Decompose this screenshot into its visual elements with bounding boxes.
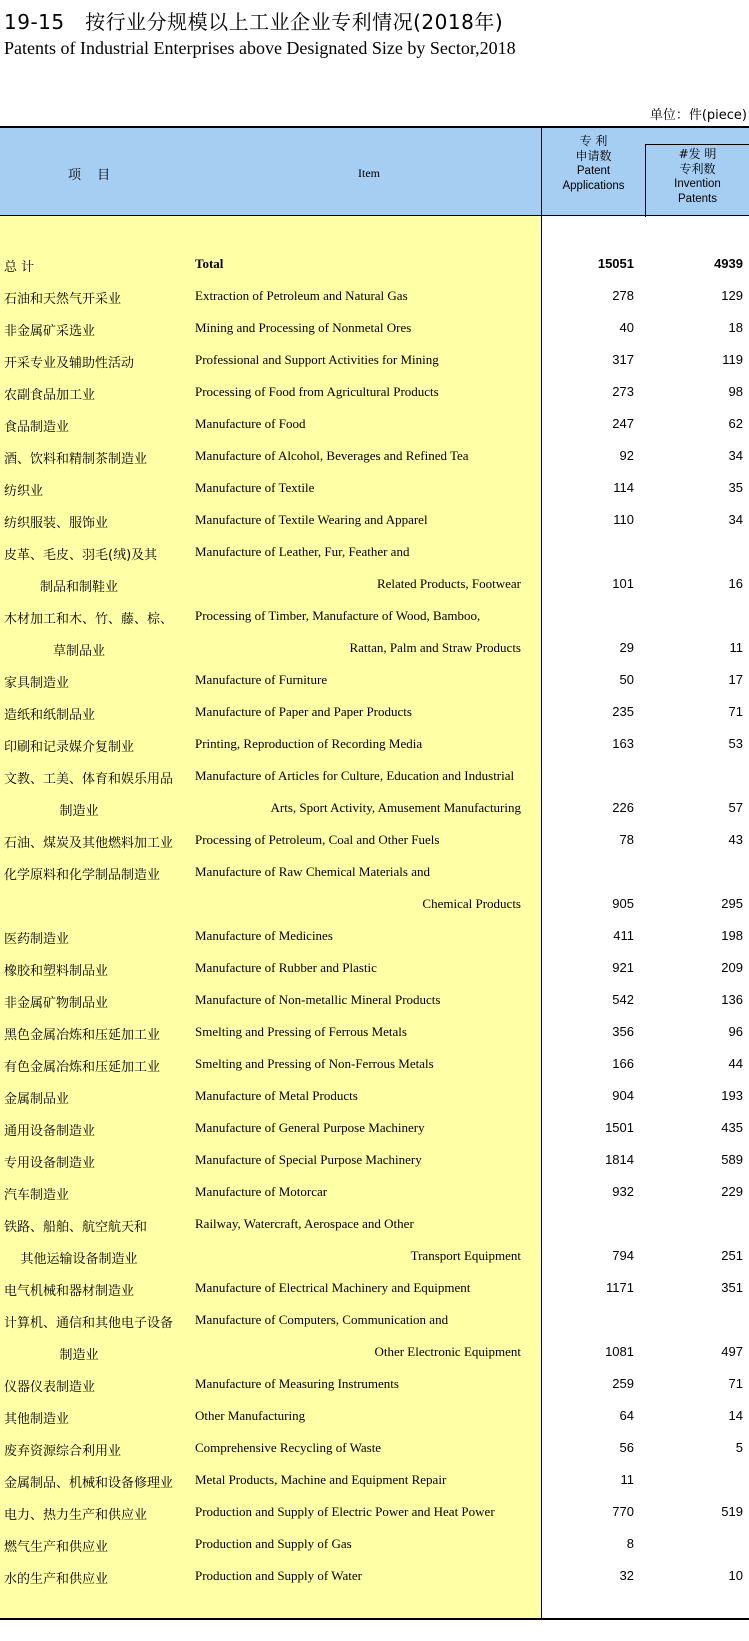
row-invention-patents: 14 (728, 1408, 743, 1423)
row-patent-applications: 15051 (597, 256, 634, 271)
row-sector-en: Smelting and Pressing of Non-Ferrous Metals (195, 1056, 434, 1071)
row-sector-cn-cont: 其他运输设备制造业 (20, 1252, 138, 1267)
table-row (0, 1184, 749, 1216)
row-patent-applications: 542 (612, 992, 634, 1007)
header-col2-cn2: 专利数 (679, 162, 716, 176)
header-col1-en1: Patent (576, 165, 611, 177)
row-sector-en: Other Manufacturing (195, 1408, 306, 1423)
row-sector-cn: 金属制品业 (4, 1092, 70, 1107)
row-sector-en: Production and Supply of Water (195, 1568, 362, 1583)
row-sector-cn: 农副食品加工业 (4, 388, 96, 403)
row-sector-cn: 有色金属冶炼和压延加工业 (4, 1060, 161, 1075)
row-patent-applications: 356 (612, 1024, 634, 1039)
total-row (0, 256, 749, 288)
row-sector-cn: 水的生产和供应业 (4, 1572, 109, 1587)
row-sector-en: Manufacture of Rubber and Plastic (195, 960, 377, 975)
table-row (0, 1280, 749, 1312)
row-sector-en: Processing of Timber, Manufacture of Wood, Bamboo, (195, 608, 481, 623)
table-row (0, 864, 749, 928)
row-patent-applications: 411 (613, 928, 634, 943)
row-patent-applications: 273 (612, 384, 634, 399)
row-patent-applications: 905 (612, 896, 634, 911)
row-sector-en: Manufacture of Leather, Fur, Feather and (195, 544, 410, 559)
row-sector-cn: 非金属矿采选业 (4, 324, 96, 339)
table-row (0, 1376, 749, 1408)
row-sector-en: Extraction of Petroleum and Natural Gas (195, 288, 408, 303)
row-patent-applications: 78 (619, 832, 634, 847)
table-row (0, 320, 749, 352)
row-sector-cn: 铁路、船舶、航空航天和 (4, 1220, 148, 1235)
row-sector-cn: 文教、工美、体育和娱乐用品 (4, 772, 174, 787)
table-row (0, 416, 749, 448)
row-patent-applications: 235 (612, 704, 634, 719)
row-sector-en-cont: Other Electronic Equipment (374, 1344, 521, 1359)
row-sector-cn: 汽车制造业 (4, 1188, 70, 1203)
row-patent-applications: 32 (619, 1568, 634, 1583)
table-row (0, 384, 749, 416)
row-invention-patents: 229 (721, 1184, 743, 1199)
row-sector-en-cont: Arts, Sport Activity, Amusement Manufacturing (270, 800, 521, 815)
row-sector-cn: 化学原料和化学制品制造业 (4, 868, 161, 883)
row-sector-cn: 木材加工和木、竹、藤、棕、 (4, 612, 174, 627)
row-invention-patents: 98 (728, 384, 743, 399)
table-row (0, 1408, 749, 1440)
row-invention-patents: 10 (728, 1568, 743, 1583)
table-row (0, 1120, 749, 1152)
row-sector-cn: 食品制造业 (4, 420, 70, 435)
row-patent-applications: 1081 (605, 1344, 634, 1359)
row-sector-cn: 电气机械和器材制造业 (4, 1284, 135, 1299)
table-row (0, 1088, 749, 1120)
header-col1-en2: Applications (562, 180, 625, 192)
row-sector-cn: 造纸和纸制品业 (4, 708, 96, 723)
row-invention-patents: 4939 (714, 256, 743, 271)
header-patent-applications (542, 134, 645, 194)
table-row (0, 928, 749, 960)
row-sector-cn: 非金属矿物制品业 (4, 996, 109, 1011)
row-sector-en: Smelting and Pressing of Ferrous Metals (195, 1024, 407, 1039)
row-invention-patents: 44 (728, 1056, 743, 1071)
row-sector-cn: 石油和天然气开采业 (4, 292, 122, 307)
row-invention-patents: 34 (728, 448, 743, 463)
row-patent-applications: 92 (619, 448, 634, 463)
row-sector-en: Processing of Petroleum, Coal and Other Fuels (195, 832, 440, 847)
row-patent-applications: 770 (612, 1504, 634, 1519)
row-patent-applications: 1501 (605, 1120, 634, 1135)
row-sector-en: Manufacture of Metal Products (195, 1088, 358, 1103)
row-invention-patents: 351 (721, 1280, 743, 1295)
header-col1-cn2: 申请数 (575, 149, 612, 163)
row-sector-cn-cont: 草制品业 (52, 644, 105, 659)
row-sector-cn: 电力、热力生产和供应业 (4, 1508, 148, 1523)
row-sector-cn: 总 计 (4, 260, 35, 275)
table-header (0, 126, 749, 216)
row-invention-patents: 35 (728, 480, 743, 495)
header-invention-patents-box (645, 144, 749, 217)
row-patent-applications: 64 (619, 1408, 634, 1423)
header-col2-en1: Invention (674, 178, 721, 190)
table-row (0, 1216, 749, 1280)
row-sector-cn: 医药制造业 (4, 932, 70, 947)
row-sector-en: Production and Supply of Gas (195, 1536, 352, 1551)
row-sector-cn: 其他制造业 (4, 1412, 70, 1427)
row-patent-applications: 904 (612, 1088, 634, 1103)
row-sector-en: Manufacture of Alcohol, Beverages and Refined Tea (195, 448, 469, 463)
row-invention-patents: 136 (721, 992, 743, 1007)
row-sector-en: Manufacture of Paper and Paper Products (195, 704, 412, 719)
row-invention-patents: 589 (721, 1152, 743, 1167)
unit-label: 单位：件(piece) (649, 108, 747, 123)
row-patent-applications: 317 (612, 352, 634, 367)
row-invention-patents: 34 (728, 512, 743, 527)
row-patent-applications: 166 (612, 1056, 634, 1071)
row-sector-en: Manufacture of Textile Wearing and Apparel (195, 512, 428, 527)
row-sector-cn: 通用设备制造业 (4, 1124, 96, 1139)
row-sector-cn: 开采专业及辅助性活动 (4, 356, 135, 371)
header-col1-cn1: 专 利 (579, 134, 608, 148)
header-col2-cn1: #发 明 (678, 147, 717, 161)
row-invention-patents: 251 (721, 1248, 743, 1263)
row-invention-patents: 198 (721, 928, 743, 943)
row-sector-en: Manufacture of Special Purpose Machinery (195, 1152, 422, 1167)
table-row (0, 544, 749, 608)
row-sector-en-cont: Rattan, Palm and Straw Products (349, 640, 521, 655)
table-row (0, 1536, 749, 1568)
row-sector-en: Manufacture of Measuring Instruments (195, 1376, 399, 1391)
row-invention-patents: 435 (721, 1120, 743, 1135)
table-row (0, 1440, 749, 1472)
row-patent-applications: 794 (612, 1248, 634, 1263)
row-patent-applications: 110 (613, 512, 634, 527)
row-sector-en-cont: Chemical Products (422, 896, 521, 911)
row-sector-cn: 家具制造业 (4, 676, 70, 691)
table-row (0, 672, 749, 704)
page-title-en: Patents of Industrial Enterprises above Designated Size by Sector,2018 (4, 38, 516, 58)
table-row (0, 1056, 749, 1088)
row-invention-patents: 71 (728, 704, 743, 719)
table-row (0, 736, 749, 768)
row-sector-cn-cont: 制造业 (59, 804, 99, 819)
page-title-cn: 19-15 按行业分规模以上工业企业专利情况(2018年) (4, 10, 504, 34)
table-row (0, 512, 749, 544)
row-invention-patents: 129 (721, 288, 743, 303)
row-invention-patents: 16 (728, 576, 743, 591)
row-sector-cn: 金属制品、机械和设备修理业 (4, 1476, 174, 1491)
row-sector-cn: 废弃资源综合利用业 (4, 1444, 122, 1459)
row-sector-en: Manufacture of Medicines (195, 928, 333, 943)
table-row (0, 832, 749, 864)
row-sector-en: Mining and Processing of Nonmetal Ores (195, 320, 412, 335)
row-patent-applications: 101 (612, 576, 634, 591)
table-row (0, 1152, 749, 1184)
row-sector-cn: 印刷和记录媒介复制业 (4, 740, 135, 755)
table-row (0, 1568, 749, 1600)
row-sector-en: Printing, Reproduction of Recording Media (195, 736, 423, 751)
row-patent-applications: 259 (612, 1376, 634, 1391)
row-invention-patents: 57 (728, 800, 743, 815)
row-sector-en: Manufacture of Raw Chemical Materials and (195, 864, 430, 879)
row-invention-patents: 119 (722, 352, 743, 367)
row-patent-applications: 8 (626, 1536, 634, 1551)
row-sector-en: Manufacture of Furniture (195, 672, 328, 687)
row-patent-applications: 932 (612, 1184, 634, 1199)
row-invention-patents: 17 (728, 672, 743, 687)
row-sector-cn-cont: 制造业 (59, 1348, 99, 1363)
row-sector-cn: 橡胶和塑料制品业 (4, 964, 109, 979)
row-patent-applications: 163 (612, 736, 634, 751)
row-sector-en: Manufacture of Food (195, 416, 306, 431)
row-invention-patents: 209 (721, 960, 743, 975)
row-invention-patents: 71 (728, 1376, 743, 1391)
row-sector-en: Manufacture of Electrical Machinery and Equipment (195, 1280, 471, 1295)
row-sector-en: Professional and Support Activities for Mining (195, 352, 439, 367)
row-sector-en-cont: Related Products, Footwear (376, 576, 521, 591)
row-patent-applications: 1814 (605, 1152, 634, 1167)
row-sector-en: Metal Products, Machine and Equipment Repair (195, 1472, 447, 1487)
row-patent-applications: 921 (612, 960, 634, 975)
table-row (0, 608, 749, 672)
row-sector-cn: 皮革、毛皮、羽毛(绒)及其 (4, 548, 158, 563)
row-invention-patents: 519 (721, 1504, 743, 1519)
row-sector-cn: 酒、饮料和精制茶制造业 (4, 452, 148, 467)
row-sector-cn: 纺织服装、服饰业 (4, 516, 109, 531)
row-sector-en: Railway, Watercraft, Aerospace and Other (195, 1216, 414, 1231)
row-sector-en: Manufacture of Non-metallic Mineral Products (195, 992, 441, 1007)
row-sector-en: Manufacture of Textile (195, 480, 315, 495)
header-item-cn: 项 目 (68, 168, 117, 183)
row-invention-patents: 53 (728, 736, 743, 751)
row-sector-en: Manufacture of Articles for Culture, Education and Industrial (195, 768, 515, 783)
row-sector-cn: 专用设备制造业 (4, 1156, 96, 1171)
row-invention-patents: 295 (721, 896, 743, 911)
row-sector-en: Total (195, 256, 224, 271)
row-patent-applications: 29 (619, 640, 634, 655)
row-sector-cn: 燃气生产和供应业 (4, 1540, 109, 1555)
row-patent-applications: 278 (612, 288, 634, 303)
row-invention-patents: 18 (728, 320, 743, 335)
table-row (0, 992, 749, 1024)
table-row (0, 1472, 749, 1504)
row-patent-applications: 247 (612, 416, 634, 431)
row-invention-patents: 5 (735, 1440, 743, 1455)
row-sector-en-cont: Transport Equipment (410, 1248, 521, 1263)
table-bottom-rule (0, 1618, 749, 1620)
row-sector-cn: 仪器仪表制造业 (4, 1380, 96, 1395)
row-sector-en: Production and Supply of Electric Power and Heat Power (195, 1504, 495, 1519)
table-row (0, 768, 749, 832)
row-invention-patents: 43 (728, 832, 743, 847)
header-invention-patents (646, 147, 749, 207)
row-invention-patents: 62 (728, 416, 743, 431)
row-patent-applications: 56 (619, 1440, 634, 1455)
table-row (0, 352, 749, 384)
table-row (0, 480, 749, 512)
header-col2-en2: Patents (678, 193, 717, 205)
row-sector-cn-cont: 制品和制鞋业 (39, 580, 118, 595)
table-row (0, 704, 749, 736)
row-invention-patents: 11 (729, 640, 743, 655)
row-sector-en: Processing of Food from Agricultural Products (195, 384, 439, 399)
row-invention-patents: 497 (721, 1344, 743, 1359)
table-row (0, 288, 749, 320)
row-patent-applications: 114 (613, 480, 634, 495)
row-sector-en: Manufacture of General Purpose Machinery (195, 1120, 425, 1135)
row-sector-en: Comprehensive Recycling of Waste (195, 1440, 382, 1455)
row-patent-applications: 50 (619, 672, 634, 687)
row-invention-patents: 96 (728, 1024, 743, 1039)
row-sector-cn: 黑色金属冶炼和压延加工业 (4, 1028, 161, 1043)
table-row (0, 448, 749, 480)
row-sector-en: Manufacture of Motorcar (195, 1184, 328, 1199)
table-row (0, 1024, 749, 1056)
row-sector-cn: 计算机、通信和其他电子设备 (4, 1316, 174, 1331)
row-patent-applications: 226 (612, 800, 634, 815)
row-patent-applications: 11 (620, 1472, 634, 1487)
row-sector-cn: 纺织业 (4, 484, 44, 499)
row-patent-applications: 1171 (606, 1280, 634, 1295)
header-item-en: Item (358, 166, 380, 180)
row-patent-applications: 40 (619, 320, 634, 335)
row-sector-en: Manufacture of Computers, Communication and (195, 1312, 449, 1327)
row-sector-cn: 石油、煤炭及其他燃料加工业 (4, 836, 174, 851)
row-invention-patents: 193 (721, 1088, 743, 1103)
table-row (0, 1504, 749, 1536)
table-row (0, 1312, 749, 1376)
table-row (0, 960, 749, 992)
table-body (0, 256, 749, 1600)
